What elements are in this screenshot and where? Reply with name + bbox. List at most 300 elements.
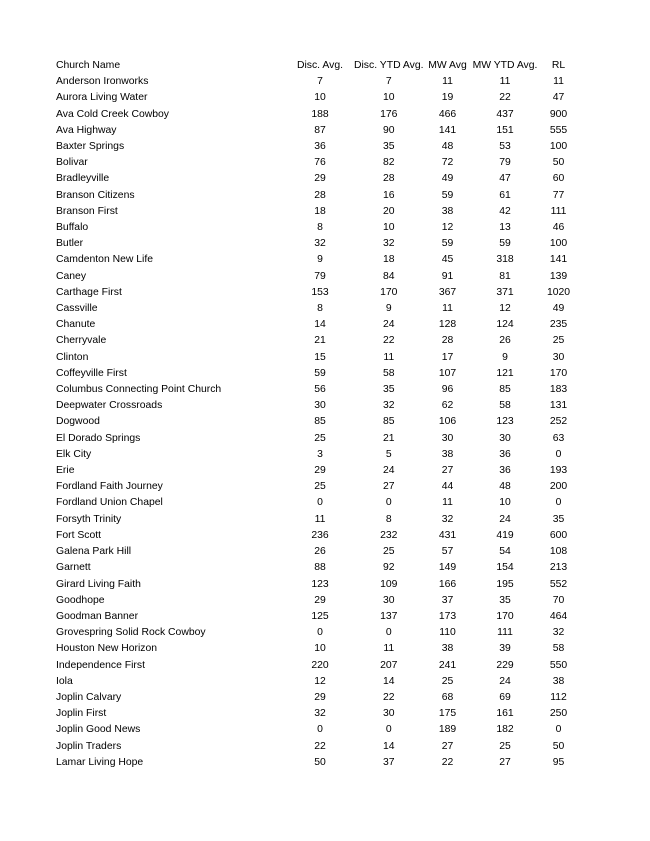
- disc-ytd-avg-cell: 18: [382, 254, 395, 266]
- church-name-cell: Clinton: [56, 351, 89, 363]
- disc-ytd-avg-cell: 8: [385, 513, 392, 525]
- disc-avg-cell: 125: [311, 610, 329, 622]
- church-name-cell: Columbus Connecting Point Church: [56, 384, 222, 396]
- church-name-cell: Aurora Living Water: [56, 92, 148, 104]
- mw-ytd-avg-cell: 9: [502, 351, 508, 363]
- mw-ytd-avg-cell: 27: [499, 756, 511, 768]
- disc-ytd-avg-cell: 14: [382, 740, 395, 752]
- header-mw-ytd-avg: MW YTD Avg.: [472, 60, 538, 71]
- church-name-cell: Goodman Banner: [56, 610, 139, 622]
- rl-cell: 60: [552, 173, 565, 185]
- disc-ytd-avg-cell: 232: [380, 529, 398, 541]
- disc-ytd-avg-cell: 11: [383, 643, 395, 655]
- disc-avg-cell: 0: [317, 724, 323, 736]
- mw-ytd-avg-cell: 53: [499, 141, 511, 153]
- mw-avg-cell: 72: [441, 157, 454, 169]
- disc-ytd-avg-cell: 32: [382, 400, 395, 412]
- mw-avg-cell: 367: [438, 286, 457, 298]
- disc-ytd-avg-cell: 0: [385, 497, 392, 509]
- mw-ytd-avg-cell: 371: [496, 286, 514, 298]
- table-row: [56, 155, 579, 171]
- mw-avg-cell: 241: [438, 659, 457, 671]
- mw-avg-cell: 68: [441, 691, 454, 703]
- mw-avg-cell: 431: [438, 529, 457, 541]
- mw-avg-cell: 166: [438, 578, 457, 590]
- table-row: [56, 706, 579, 722]
- mw-avg-cell: 466: [438, 108, 457, 120]
- table-row: [56, 139, 579, 155]
- table-row: [56, 577, 579, 593]
- rl-cell: 77: [552, 189, 565, 201]
- disc-avg-cell: 29: [314, 465, 326, 477]
- mw-ytd-avg-cell: 85: [499, 384, 511, 396]
- mw-ytd-avg-cell: 170: [496, 610, 514, 622]
- disc-avg-cell: 3: [317, 448, 323, 460]
- mw-avg-cell: 59: [441, 189, 454, 201]
- table-row: [56, 495, 579, 511]
- rl-cell: 47: [552, 92, 565, 104]
- mw-avg-cell: 11: [442, 76, 453, 88]
- mw-ytd-avg-cell: 69: [499, 691, 511, 703]
- mw-avg-cell: 11: [442, 497, 453, 509]
- disc-avg-cell: 15: [314, 351, 326, 363]
- mw-avg-cell: 11: [442, 303, 453, 315]
- mw-ytd-avg-cell: 79: [499, 157, 511, 169]
- disc-ytd-avg-cell: 37: [382, 756, 395, 768]
- disc-ytd-avg-cell: 0: [385, 627, 392, 639]
- rl-cell: 30: [552, 351, 565, 363]
- mw-ytd-avg-cell: 161: [496, 708, 514, 720]
- disc-ytd-avg-cell: 0: [385, 724, 392, 736]
- disc-avg-cell: 8: [317, 222, 323, 234]
- disc-avg-cell: 29: [314, 691, 326, 703]
- mw-avg-cell: 173: [438, 610, 457, 622]
- disc-ytd-avg-cell: 10: [382, 92, 395, 104]
- mw-avg-cell: 45: [441, 254, 454, 266]
- disc-ytd-avg-cell: 32: [382, 238, 395, 250]
- church-name-cell: Bolivar: [56, 157, 88, 169]
- table-row: [56, 739, 579, 755]
- disc-avg-cell: 36: [314, 141, 326, 153]
- mw-ytd-avg-cell: 124: [496, 319, 514, 331]
- church-name-cell: Cherryvale: [56, 335, 107, 347]
- rl-cell: 50: [552, 740, 565, 752]
- disc-avg-cell: 32: [314, 708, 326, 720]
- disc-avg-cell: 7: [317, 76, 323, 88]
- rl-cell: 193: [549, 465, 568, 477]
- mw-ytd-avg-cell: 229: [496, 659, 514, 671]
- table-row: [56, 252, 579, 268]
- table-row: [56, 463, 579, 479]
- mw-ytd-avg-cell: 30: [499, 432, 511, 444]
- church-name-cell: Garnett: [56, 562, 91, 574]
- church-name-cell: Fort Scott: [56, 529, 102, 541]
- rl-cell: 32: [552, 627, 565, 639]
- church-stats-table: [56, 58, 579, 771]
- disc-ytd-avg-cell: 5: [385, 448, 392, 460]
- church-name-cell: Camdenton New Life: [56, 254, 154, 266]
- mw-ytd-avg-cell: 59: [499, 238, 511, 250]
- rl-cell: 11: [553, 76, 564, 88]
- church-name-cell: Fordland Union Chapel: [56, 497, 163, 509]
- mw-ytd-avg-cell: 12: [499, 303, 511, 315]
- church-name-cell: Independence First: [56, 659, 145, 671]
- disc-avg-cell: 220: [311, 659, 329, 671]
- disc-avg-cell: 32: [314, 238, 326, 250]
- church-name-cell: Erie: [56, 465, 75, 477]
- disc-avg-cell: 22: [314, 740, 326, 752]
- rl-cell: 252: [549, 416, 568, 428]
- church-stats-sheet: [56, 58, 579, 771]
- rl-cell: 0: [555, 497, 562, 509]
- table-row: [56, 317, 579, 333]
- table-row: [56, 512, 579, 528]
- rl-cell: 95: [552, 756, 565, 768]
- disc-avg-cell: 56: [314, 384, 326, 396]
- rl-cell: 70: [552, 594, 565, 606]
- table-row: [56, 447, 579, 463]
- rl-cell: 108: [549, 546, 568, 558]
- mw-ytd-avg-cell: 35: [499, 594, 511, 606]
- table-row: [56, 528, 579, 544]
- disc-avg-cell: 29: [314, 173, 326, 185]
- disc-avg-cell: 87: [314, 124, 326, 136]
- table-row: [56, 398, 579, 414]
- rl-cell: 63: [552, 432, 565, 444]
- rl-cell: 235: [549, 319, 568, 331]
- header-row: [56, 58, 579, 74]
- mw-avg-cell: 110: [439, 627, 456, 639]
- rl-cell: 213: [549, 562, 568, 574]
- mw-ytd-avg-cell: 81: [499, 270, 511, 282]
- mw-avg-cell: 189: [438, 724, 457, 736]
- rl-cell: 0: [555, 448, 562, 460]
- table-row: [56, 658, 579, 674]
- rl-cell: 25: [552, 335, 565, 347]
- church-name-cell: Lamar Living Hope: [56, 756, 144, 768]
- rl-cell: 50: [552, 157, 565, 169]
- table-row: [56, 333, 579, 349]
- mw-ytd-avg-cell: 24: [499, 513, 511, 525]
- disc-ytd-avg-cell: 92: [382, 562, 395, 574]
- disc-ytd-avg-cell: 9: [385, 303, 392, 315]
- mw-ytd-avg-cell: 26: [499, 335, 511, 347]
- disc-avg-cell: 9: [317, 254, 323, 266]
- disc-avg-cell: 29: [314, 594, 326, 606]
- mw-ytd-avg-cell: 154: [496, 562, 514, 574]
- table-row: [56, 350, 579, 366]
- disc-ytd-avg-cell: 35: [382, 141, 395, 153]
- table-row: [56, 285, 579, 301]
- table-row: [56, 74, 579, 90]
- church-name-cell: Branson First: [56, 205, 118, 217]
- church-name-cell: Houston New Horizon: [56, 643, 158, 655]
- disc-ytd-avg-cell: 137: [380, 610, 398, 622]
- rl-cell: 38: [552, 675, 565, 687]
- rl-cell: 183: [549, 384, 568, 396]
- disc-ytd-avg-cell: 30: [382, 594, 395, 606]
- church-name-cell: Dogwood: [56, 416, 100, 428]
- church-name-cell: Carthage First: [56, 286, 122, 298]
- mw-avg-cell: 12: [441, 222, 454, 234]
- mw-avg-cell: 49: [441, 173, 454, 185]
- mw-avg-cell: 38: [441, 205, 454, 217]
- header-rl: RL: [551, 60, 566, 71]
- mw-avg-cell: 38: [441, 448, 454, 460]
- disc-avg-cell: 59: [314, 367, 326, 379]
- church-name-cell: Caney: [56, 270, 87, 282]
- mw-ytd-avg-cell: 437: [496, 108, 514, 120]
- disc-avg-cell: 12: [314, 675, 326, 687]
- mw-avg-cell: 128: [438, 319, 457, 331]
- disc-ytd-avg-cell: 27: [382, 481, 395, 493]
- mw-ytd-avg-cell: 195: [496, 578, 514, 590]
- mw-ytd-avg-cell: 121: [496, 367, 514, 379]
- disc-avg-cell: 76: [314, 157, 326, 169]
- mw-ytd-avg-cell: 318: [496, 254, 514, 266]
- rl-cell: 139: [549, 270, 568, 282]
- mw-ytd-avg-cell: 123: [496, 416, 514, 428]
- church-name-cell: Anderson Ironworks: [56, 76, 149, 88]
- rl-cell: 46: [552, 222, 565, 234]
- table-row: [56, 674, 579, 690]
- disc-ytd-avg-cell: 35: [382, 384, 395, 396]
- church-name-cell: Coffeyville First: [56, 367, 127, 379]
- mw-avg-cell: 38: [441, 643, 454, 655]
- disc-ytd-avg-cell: 24: [382, 319, 395, 331]
- mw-ytd-avg-cell: 151: [496, 124, 514, 136]
- table-row: [56, 479, 579, 495]
- church-name-cell: Goodhope: [56, 594, 105, 606]
- mw-avg-cell: 22: [441, 756, 454, 768]
- disc-avg-cell: 85: [314, 416, 326, 428]
- rl-cell: 141: [549, 254, 568, 266]
- disc-avg-cell: 236: [311, 529, 329, 541]
- mw-ytd-avg-cell: 419: [496, 529, 514, 541]
- rl-cell: 1020: [546, 286, 571, 298]
- disc-ytd-avg-cell: 170: [380, 286, 398, 298]
- disc-avg-cell: 18: [314, 205, 326, 217]
- church-name-cell: Ava Highway: [56, 124, 117, 136]
- disc-ytd-avg-cell: 84: [382, 270, 395, 282]
- mw-ytd-avg-cell: 39: [499, 643, 511, 655]
- rl-cell: 200: [549, 481, 568, 493]
- table-row: [56, 220, 579, 236]
- disc-avg-cell: 25: [314, 481, 326, 493]
- header-disc-ytd-avg: Disc. YTD Avg.: [354, 60, 424, 71]
- disc-avg-cell: 0: [317, 627, 323, 639]
- disc-ytd-avg-cell: 207: [380, 659, 398, 671]
- rl-cell: 600: [549, 529, 568, 541]
- table-body: [56, 74, 579, 771]
- mw-ytd-avg-cell: 48: [499, 481, 511, 493]
- church-name-cell: Butler: [56, 238, 84, 250]
- church-name-cell: Buffalo: [56, 222, 89, 234]
- mw-avg-cell: 30: [441, 432, 454, 444]
- mw-ytd-avg-cell: 24: [499, 675, 511, 687]
- rl-cell: 100: [549, 141, 568, 153]
- header-mw-avg: MW Avg: [428, 60, 467, 71]
- rl-cell: 35: [552, 513, 565, 525]
- church-name-cell: Ava Cold Creek Cowboy: [56, 108, 170, 120]
- rl-cell: 112: [550, 691, 567, 703]
- disc-ytd-avg-cell: 14: [382, 675, 395, 687]
- table-row: [56, 431, 579, 447]
- disc-ytd-avg-cell: 82: [382, 157, 395, 169]
- mw-ytd-avg-cell: 11: [499, 76, 511, 88]
- table-row: [56, 366, 579, 382]
- mw-avg-cell: 27: [441, 740, 454, 752]
- header-disc-avg: Disc. Avg.: [296, 60, 343, 71]
- mw-avg-cell: 107: [438, 367, 457, 379]
- mw-ytd-avg-cell: 47: [499, 173, 511, 185]
- mw-avg-cell: 27: [441, 465, 454, 477]
- disc-ytd-avg-cell: 16: [382, 189, 395, 201]
- church-name-cell: Chanute: [56, 319, 96, 331]
- mw-avg-cell: 17: [441, 351, 454, 363]
- rl-cell: 555: [549, 124, 568, 136]
- church-name-cell: Elk City: [56, 448, 92, 460]
- rl-cell: 250: [549, 708, 568, 720]
- mw-avg-cell: 19: [441, 92, 454, 104]
- table-row: [56, 107, 579, 123]
- church-name-cell: Iola: [56, 675, 73, 687]
- mw-ytd-avg-cell: 10: [499, 497, 511, 509]
- church-name-cell: Branson Citizens: [56, 189, 135, 201]
- table-row: [56, 641, 579, 657]
- rl-cell: 111: [550, 205, 567, 217]
- disc-ytd-avg-cell: 28: [382, 173, 395, 185]
- mw-avg-cell: 57: [441, 546, 454, 558]
- rl-cell: 49: [552, 303, 565, 315]
- church-name-cell: Girard Living Faith: [56, 578, 141, 590]
- table-row: [56, 625, 579, 641]
- table-row: [56, 269, 579, 285]
- disc-ytd-avg-cell: 85: [382, 416, 395, 428]
- rl-cell: 170: [549, 367, 568, 379]
- rl-cell: 100: [549, 238, 568, 250]
- disc-ytd-avg-cell: 176: [380, 108, 398, 120]
- mw-ytd-avg-cell: 36: [499, 465, 511, 477]
- disc-avg-cell: 50: [314, 756, 326, 768]
- mw-ytd-avg-cell: 36: [499, 448, 511, 460]
- disc-avg-cell: 25: [314, 432, 326, 444]
- disc-ytd-avg-cell: 21: [382, 432, 395, 444]
- disc-avg-cell: 21: [314, 335, 326, 347]
- church-name-cell: Cassville: [56, 303, 98, 315]
- table-row: [56, 188, 579, 204]
- church-name-cell: Bradleyville: [56, 173, 110, 185]
- disc-ytd-avg-cell: 25: [382, 546, 395, 558]
- table-row: [56, 123, 579, 139]
- church-name-cell: El Dorado Springs: [56, 432, 141, 444]
- table-row: [56, 301, 579, 317]
- disc-ytd-avg-cell: 90: [382, 124, 395, 136]
- rl-cell: 550: [549, 659, 568, 671]
- disc-avg-cell: 14: [314, 319, 326, 331]
- church-name-cell: Baxter Springs: [56, 141, 125, 153]
- table-row: [56, 722, 579, 738]
- church-name-cell: Forsyth Trinity: [56, 513, 122, 525]
- mw-avg-cell: 149: [438, 562, 457, 574]
- disc-ytd-avg-cell: 20: [382, 205, 395, 217]
- mw-ytd-avg-cell: 54: [499, 546, 511, 558]
- rl-cell: 552: [549, 578, 568, 590]
- disc-avg-cell: 0: [317, 497, 323, 509]
- disc-avg-cell: 123: [311, 578, 329, 590]
- mw-ytd-avg-cell: 61: [499, 189, 511, 201]
- disc-avg-cell: 153: [311, 286, 329, 298]
- church-name-cell: Deepwater Crossroads: [56, 400, 163, 412]
- rl-cell: 58: [552, 643, 565, 655]
- mw-avg-cell: 28: [441, 335, 454, 347]
- mw-ytd-avg-cell: 111: [497, 627, 513, 639]
- disc-ytd-avg-cell: 109: [380, 578, 398, 590]
- church-name-cell: Joplin Calvary: [56, 691, 122, 703]
- disc-avg-cell: 28: [314, 189, 326, 201]
- mw-avg-cell: 44: [441, 481, 454, 493]
- church-name-cell: Galena Park Hill: [56, 546, 132, 558]
- table-row: [56, 560, 579, 576]
- table-row: [56, 382, 579, 398]
- disc-avg-cell: 11: [314, 513, 326, 525]
- mw-avg-cell: 106: [438, 416, 457, 428]
- mw-ytd-avg-cell: 25: [499, 740, 511, 752]
- church-name-cell: Joplin Traders: [56, 740, 122, 752]
- rl-cell: 131: [549, 400, 568, 412]
- table-row: [56, 90, 579, 106]
- church-name-cell: Grovespring Solid Rock Cowboy: [56, 627, 206, 639]
- disc-avg-cell: 88: [314, 562, 326, 574]
- table-row: [56, 593, 579, 609]
- mw-avg-cell: 91: [441, 270, 454, 282]
- mw-ytd-avg-cell: 58: [499, 400, 511, 412]
- table-row: [56, 171, 579, 187]
- disc-ytd-avg-cell: 24: [382, 465, 395, 477]
- table-row: [56, 609, 579, 625]
- mw-avg-cell: 175: [438, 708, 457, 720]
- disc-avg-cell: 188: [311, 108, 329, 120]
- disc-avg-cell: 10: [314, 643, 326, 655]
- mw-avg-cell: 25: [441, 675, 454, 687]
- disc-ytd-avg-cell: 7: [385, 76, 392, 88]
- disc-ytd-avg-cell: 58: [382, 367, 395, 379]
- mw-avg-cell: 48: [441, 141, 454, 153]
- church-name-cell: Fordland Faith Journey: [56, 481, 163, 493]
- mw-avg-cell: 37: [441, 594, 454, 606]
- disc-avg-cell: 8: [317, 303, 323, 315]
- mw-avg-cell: 32: [441, 513, 454, 525]
- disc-ytd-avg-cell: 11: [383, 351, 395, 363]
- disc-ytd-avg-cell: 22: [382, 691, 395, 703]
- mw-ytd-avg-cell: 22: [499, 92, 511, 104]
- disc-avg-cell: 26: [314, 546, 326, 558]
- rl-cell: 0: [555, 724, 562, 736]
- table-row: [56, 414, 579, 430]
- table-row: [56, 204, 579, 220]
- mw-ytd-avg-cell: 182: [496, 724, 514, 736]
- rl-cell: 900: [549, 108, 568, 120]
- table-row: [56, 755, 579, 771]
- disc-avg-cell: 30: [314, 400, 326, 412]
- rl-cell: 464: [549, 610, 568, 622]
- table-row: [56, 690, 579, 706]
- disc-ytd-avg-cell: 30: [382, 708, 395, 720]
- disc-ytd-avg-cell: 22: [382, 335, 395, 347]
- mw-ytd-avg-cell: 42: [499, 205, 511, 217]
- mw-avg-cell: 141: [438, 124, 457, 136]
- mw-avg-cell: 59: [441, 238, 454, 250]
